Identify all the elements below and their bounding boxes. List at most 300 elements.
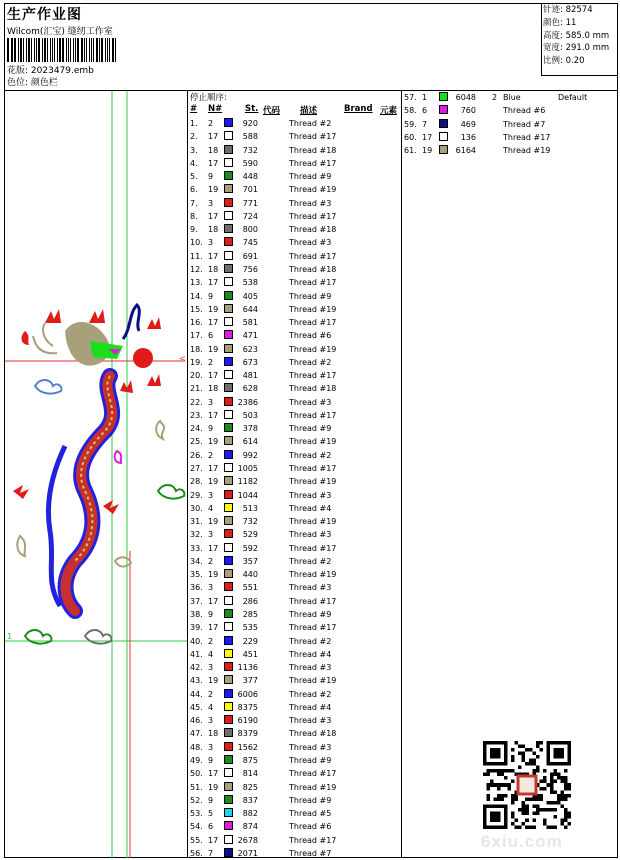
row-stitches: 771 [242, 198, 258, 208]
row-color-id: 7 [208, 848, 214, 858]
row-description: Thread #6 [503, 106, 546, 116]
header [5, 4, 617, 91]
row-stitches: 1136 [237, 663, 258, 673]
table-row [190, 329, 400, 342]
barcode-bar [28, 38, 30, 62]
table-row [190, 303, 400, 316]
row-number: 18. [190, 344, 203, 354]
row-number: 39. [190, 623, 203, 633]
color-swatch [224, 237, 233, 246]
row-number: 31. [190, 517, 203, 527]
row-description: Thread #17 [289, 596, 337, 606]
col-stitches: St. [245, 104, 259, 114]
row-color-id: 3 [208, 490, 214, 500]
row-stitches: 6164 [455, 146, 476, 156]
row-stitches: 6190 [237, 716, 258, 726]
row-color-id: 2 [208, 357, 214, 367]
row-number: 15. [190, 304, 203, 314]
row-description: Thread #17 [289, 543, 337, 553]
row-description: Thread #18 [289, 145, 337, 155]
row-number: 6. [190, 185, 198, 195]
row-number: 34. [190, 556, 203, 566]
table-row [404, 118, 614, 131]
row-color-id: 4 [208, 503, 214, 513]
row-color-id: 17 [208, 211, 219, 221]
row-description: Thread #4 [289, 702, 332, 712]
col-brand: Brand [344, 104, 373, 114]
row-stitches: 8375 [237, 702, 258, 712]
table-row [190, 502, 400, 515]
row-number: 9. [190, 225, 198, 235]
row-stitches: 481 [242, 371, 258, 381]
row-color-id: 3 [208, 663, 214, 673]
row-stitches: 614 [242, 437, 258, 447]
row-color-id: 19 [208, 782, 219, 792]
barcode-bar [11, 38, 12, 62]
row-number: 50. [190, 769, 203, 779]
row-color-id: 6 [208, 331, 214, 341]
row-color-id: 2 [208, 450, 214, 460]
color-swatch [224, 543, 233, 552]
barcode-bar [99, 38, 100, 62]
table-row [190, 688, 400, 701]
row-color-id: 17 [208, 371, 219, 381]
row-number: 38. [190, 609, 203, 619]
table-row [190, 807, 400, 820]
row-color-id: 3 [208, 583, 214, 593]
row-number: 13. [190, 278, 203, 288]
row-description: Thread #7 [503, 119, 546, 129]
row-number: 27. [190, 464, 203, 474]
file-label: 花版: [7, 66, 29, 76]
table-row [190, 595, 400, 608]
table-row [190, 435, 400, 448]
table-row [190, 754, 400, 767]
row-stitches: 732 [242, 145, 258, 155]
dragon-body-icon [48, 376, 112, 611]
table-row [190, 236, 400, 249]
row-stitches: 590 [242, 158, 258, 168]
watermark: 6xiu.com [481, 832, 563, 851]
row-color-id: 5 [208, 809, 214, 819]
barcode-bar [66, 38, 67, 62]
color-label: 色位: [7, 78, 29, 88]
row-stitches: 535 [242, 623, 258, 633]
row-color-id: 17 [208, 543, 219, 553]
row-stitches: 469 [460, 119, 476, 129]
row-number: 44. [190, 689, 203, 699]
barcode-bar [12, 38, 13, 62]
row-description: Thread #18 [289, 729, 337, 739]
table-row [190, 157, 400, 170]
row-number: 52. [190, 795, 203, 805]
row-color-id: 9 [208, 291, 214, 301]
color-swatch [224, 370, 233, 379]
stop-sequence-column-1 [188, 91, 402, 858]
row-description: Thread #7 [289, 848, 332, 858]
barcode-bar [68, 38, 69, 62]
row-color-id: 3 [208, 716, 214, 726]
row-description: Thread #2 [289, 119, 332, 128]
row-stitches: 920 [242, 119, 258, 128]
barcode-bar [59, 38, 62, 62]
table-row [190, 701, 400, 714]
table-row [404, 104, 614, 117]
barcode-bar [96, 38, 98, 62]
table-row [190, 661, 400, 674]
barcode-bar [34, 38, 35, 62]
row-number: 3. [190, 145, 198, 155]
row-number: 30. [190, 503, 203, 513]
color-swatch [439, 105, 448, 114]
barcode-bar [47, 38, 48, 62]
color-swatch [224, 582, 233, 591]
barcode-bar [86, 38, 87, 62]
color-swatch [224, 821, 233, 830]
color-swatch [224, 383, 233, 392]
row-color-id: 17 [208, 464, 219, 474]
row-stitches: 623 [242, 344, 258, 354]
row-description: Thread #2 [289, 450, 332, 460]
color-swatch [224, 795, 233, 804]
color-swatch [224, 211, 233, 220]
table-row [190, 144, 400, 157]
row-stitches: 551 [242, 583, 258, 593]
row-number: 4. [190, 158, 198, 168]
row-description: Thread #9 [289, 291, 332, 301]
row-stitches: 405 [242, 291, 258, 301]
row-description: Thread #17 [289, 769, 337, 779]
row-number: 47. [190, 729, 203, 739]
row-number: 40. [190, 636, 203, 646]
row-description: Thread #19 [289, 185, 337, 195]
table-row [190, 382, 400, 395]
row-number: 5. [190, 172, 198, 182]
table-row [190, 820, 400, 833]
row-description: Thread #3 [289, 742, 332, 752]
row-number: 36. [190, 583, 203, 593]
row-description: Thread #9 [289, 172, 332, 182]
barcode-bar [115, 38, 116, 62]
row-stitches: 673 [242, 357, 258, 367]
row-stitches: 628 [242, 384, 258, 394]
row-color-id: 3 [208, 742, 214, 752]
row-description: Thread #3 [289, 716, 332, 726]
row-stitches: 837 [242, 795, 258, 805]
color-swatch [439, 145, 448, 154]
table-row [190, 263, 400, 276]
row-color-id: 2 [208, 689, 214, 699]
row-description: Thread #9 [289, 424, 332, 434]
table-row [190, 369, 400, 382]
row-description: Thread #9 [289, 795, 332, 805]
color-swatch [224, 596, 233, 605]
row-number: 19. [190, 357, 203, 367]
row-number: 37. [190, 596, 203, 606]
stat-colors: 颜色: 11 [543, 17, 577, 28]
barcode-bar [77, 38, 79, 62]
row-stitches: 1182 [237, 477, 258, 487]
color-swatch [224, 782, 233, 791]
barcode-bar [50, 38, 51, 62]
row-stitches: 724 [242, 211, 258, 221]
stop-sequence-title: 停止顺序: [190, 93, 227, 103]
row-stitches: 1044 [237, 490, 258, 500]
color-swatch [439, 92, 448, 101]
barcode-bar [31, 38, 33, 62]
row-color-id: 6 [422, 106, 428, 116]
color-swatch [224, 609, 233, 618]
row-stitches: 448 [242, 172, 258, 182]
color-swatch [224, 357, 233, 366]
row-description: Thread #3 [289, 663, 332, 673]
row-color-id: 19 [208, 570, 219, 580]
barcode-bar [52, 38, 54, 62]
table-row [190, 462, 400, 475]
row-color-id: 2 [208, 636, 214, 646]
barcode-bar [7, 38, 9, 62]
row-stitches: 992 [242, 450, 258, 460]
row-color-id: 19 [208, 517, 219, 527]
row-number: 49. [190, 755, 203, 765]
row-color-id: 4 [208, 702, 214, 712]
row-number: 43. [190, 676, 203, 686]
row-color-id: 17 [208, 835, 219, 845]
row-number: 51. [190, 782, 203, 792]
row-description: Thread #3 [289, 530, 332, 540]
row-description: Thread #2 [289, 636, 332, 646]
table-row [404, 91, 614, 104]
barcode-bar [62, 38, 64, 62]
row-description: Thread #19 [503, 146, 551, 156]
row-description: Thread #17 [289, 318, 337, 328]
row-color-id: 17 [208, 410, 219, 420]
row-number: 10. [190, 238, 203, 248]
table-row [190, 621, 400, 634]
row-stitches: 745 [242, 238, 258, 248]
color-swatch [224, 131, 233, 140]
row-color-id: 19 [208, 185, 219, 195]
production-sheet [4, 3, 618, 858]
row-description: Thread #17 [289, 371, 337, 381]
row-number: 54. [190, 822, 203, 832]
row-stitches: 581 [242, 318, 258, 328]
row-stitches: 1562 [237, 742, 258, 752]
color-swatch [224, 118, 233, 127]
row-description: Thread #17 [289, 211, 337, 221]
svg-text:1: 1 [7, 632, 13, 641]
row-number: 58. [404, 106, 417, 116]
file-name: 2023479.emb [30, 66, 94, 76]
row-color-id: 3 [208, 238, 214, 248]
row-description: Thread #5 [289, 809, 332, 819]
row-description: Thread #2 [289, 357, 332, 367]
row-color-id: 18 [208, 729, 219, 739]
row-color-id: 3 [208, 198, 214, 208]
barcode-bar [91, 38, 92, 62]
row-number: 2. [190, 132, 198, 142]
color-swatch [439, 119, 448, 128]
color-swatch [224, 768, 233, 777]
row-number: 53. [190, 809, 203, 819]
row-color-id: 19 [208, 304, 219, 314]
row-color-id: 3 [208, 530, 214, 540]
row-number: 17. [190, 331, 203, 341]
color-swatch [224, 702, 233, 711]
color-swatch [224, 476, 233, 485]
table-row [190, 210, 400, 223]
row-description: Thread #19 [289, 437, 337, 447]
stop-sequence-header [190, 104, 400, 115]
row-number: 59. [404, 119, 417, 129]
table-row [190, 648, 400, 661]
row-stitches: 6006 [237, 689, 258, 699]
barcode-bar [18, 38, 19, 62]
row-stitches: 377 [242, 676, 258, 686]
row-description: Thread #2 [289, 556, 332, 566]
color-swatch [224, 622, 233, 631]
row-stitches: 229 [242, 636, 258, 646]
stat-height: 高度: 585.0 mm [543, 30, 610, 41]
row-color-id: 9 [208, 172, 214, 182]
row-description: Thread #3 [289, 490, 332, 500]
table-row [190, 727, 400, 740]
barcode-bar [73, 38, 74, 62]
table-row [190, 276, 400, 289]
row-stitches: 760 [460, 106, 476, 116]
table-row [190, 568, 400, 581]
table-row [190, 422, 400, 435]
row-description: Thread #6 [289, 331, 332, 341]
table-row [190, 409, 400, 422]
row-number: 26. [190, 450, 203, 460]
color-swatch [224, 224, 233, 233]
color-swatch [224, 516, 233, 525]
row-description: Thread #19 [289, 517, 337, 527]
row-color-id: 2 [208, 556, 214, 566]
table-row [190, 635, 400, 648]
row-color-id: 7 [422, 119, 428, 129]
row-color-id: 17 [422, 132, 433, 142]
color-swatch [224, 397, 233, 406]
color-swatch [224, 410, 233, 419]
row-color-id: 19 [208, 437, 219, 447]
row-color-id: 18 [208, 225, 219, 235]
row-number: 22. [190, 397, 203, 407]
row-description: Thread #3 [289, 583, 332, 593]
table-row [404, 131, 614, 144]
barcode-bar [105, 38, 106, 62]
row-number: 46. [190, 716, 203, 726]
barcode [7, 38, 117, 62]
color-swatch [224, 503, 233, 512]
row-color-id: 9 [208, 609, 214, 619]
row-stitches: 2386 [237, 397, 258, 407]
color-swatch [224, 251, 233, 260]
barcode-bar [14, 38, 16, 62]
barcode-bar [36, 38, 37, 62]
row-stitches: 644 [242, 304, 258, 314]
row-number: 7. [190, 198, 198, 208]
row-stitches: 440 [242, 570, 258, 580]
color-swatch [224, 463, 233, 472]
table-row [190, 475, 400, 488]
row-color-id: 17 [208, 318, 219, 328]
color-swatch [224, 436, 233, 445]
stat-stitches: 针迹: 82574 [543, 5, 593, 15]
row-brand: Default [558, 93, 588, 102]
barcode-bar [38, 38, 41, 62]
row-stitches: 882 [242, 809, 258, 819]
row-number: 20. [190, 371, 203, 381]
row-description: Thread #3 [289, 397, 332, 407]
table-row [190, 741, 400, 754]
row-stitches: 875 [242, 755, 258, 765]
row-description: Thread #3 [289, 238, 332, 248]
row-stitches: 732 [242, 517, 258, 527]
row-color-id: 3 [208, 397, 214, 407]
row-description: Thread #17 [289, 410, 337, 420]
barcode-bar [112, 38, 114, 62]
row-code: 2 [492, 93, 498, 102]
dragon-embroidery-preview [5, 91, 187, 858]
table-row [190, 489, 400, 502]
row-color-id: 19 [208, 477, 219, 487]
barcode-bar [89, 38, 91, 62]
table-row [190, 555, 400, 568]
row-color-id: 17 [208, 132, 219, 142]
row-description: Thread #6 [289, 822, 332, 832]
table-row [190, 170, 400, 183]
barcode-bar [26, 38, 27, 62]
row-stitches: 285 [242, 609, 258, 619]
row-color-id: 19 [208, 344, 219, 354]
row-color-id: 17 [208, 769, 219, 779]
table-row [190, 356, 400, 369]
color-swatch [224, 264, 233, 273]
row-stitches: 378 [242, 424, 258, 434]
row-number: 1. [190, 119, 198, 128]
color-swatch [224, 304, 233, 313]
table-row [190, 834, 400, 847]
stat-scale: 比例: 0.20 [543, 56, 585, 67]
barcode-bar [23, 38, 24, 62]
row-stitches: 136 [460, 132, 476, 142]
row-stitches: 814 [242, 769, 258, 779]
row-stitches: 588 [242, 132, 258, 142]
table-row [190, 130, 400, 143]
table-row [190, 316, 400, 329]
row-number: 21. [190, 384, 203, 394]
row-color-id: 17 [208, 158, 219, 168]
col-description: 描述 [300, 106, 318, 116]
col-num: # [190, 104, 198, 114]
color-swatch [224, 755, 233, 764]
row-stitches: 691 [242, 251, 258, 261]
row-number: 41. [190, 649, 203, 659]
table-row [190, 290, 400, 303]
design-preview [5, 91, 188, 858]
color-swatch [224, 529, 233, 538]
color-swatch [224, 145, 233, 154]
row-color-id: 9 [208, 755, 214, 765]
row-color-id: 17 [208, 251, 219, 261]
barcode-bar [107, 38, 108, 62]
color-swatch [224, 291, 233, 300]
table-row [190, 223, 400, 236]
row-color-id: 17 [208, 278, 219, 288]
row-description: Thread #9 [289, 755, 332, 765]
